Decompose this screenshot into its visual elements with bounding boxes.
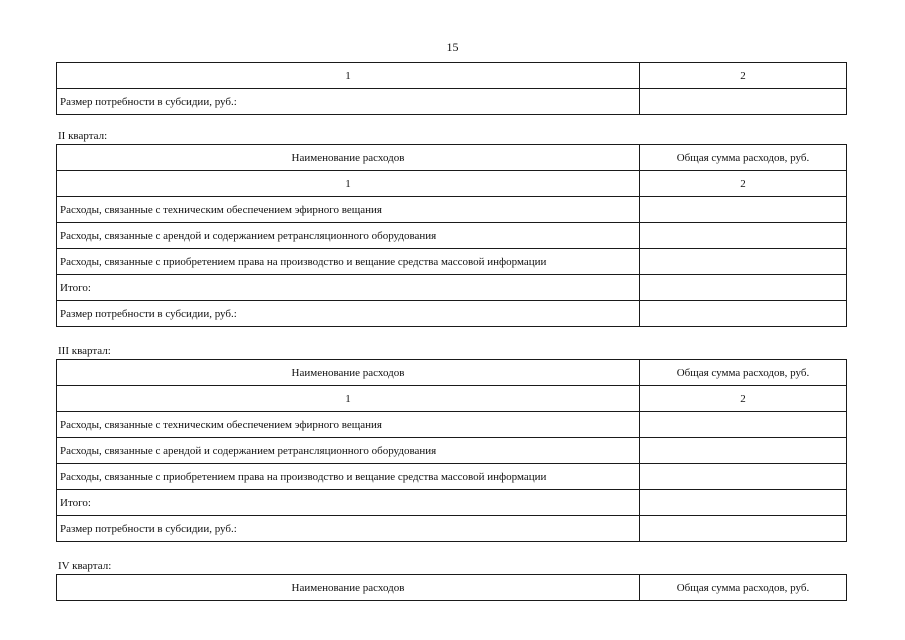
amount-cell bbox=[640, 275, 847, 301]
amount-cell bbox=[640, 464, 847, 490]
quarter-table bbox=[56, 359, 847, 542]
quarter-label: IV квартал: bbox=[58, 560, 112, 572]
row-label-cell: Расходы, связанные с техническим обеспечением эфирного вещания bbox=[57, 197, 640, 223]
amount-cell bbox=[640, 516, 847, 542]
amount-cell bbox=[640, 438, 847, 464]
header-cell: Наименование расходов bbox=[57, 575, 640, 601]
table-row bbox=[57, 516, 847, 542]
header-cell: Общая сумма расходов, руб. bbox=[640, 145, 847, 171]
header-cell: Наименование расходов bbox=[57, 360, 640, 386]
header-cell: Общая сумма расходов, руб. bbox=[640, 360, 847, 386]
top-table bbox=[56, 62, 847, 115]
table-row bbox=[57, 89, 847, 115]
table-row bbox=[57, 438, 847, 464]
amount-cell bbox=[640, 249, 847, 275]
row-label-cell: Размер потребности в субсидии, руб.: bbox=[57, 301, 640, 327]
quarter-label: II квартал: bbox=[58, 130, 108, 142]
column-number-cell: 1 bbox=[57, 63, 640, 89]
table-row bbox=[57, 197, 847, 223]
table-row bbox=[57, 171, 847, 197]
quarter-label: III квартал: bbox=[58, 345, 111, 357]
amount-cell bbox=[640, 197, 847, 223]
table-row bbox=[57, 386, 847, 412]
table-header-row bbox=[57, 145, 847, 171]
amount-cell bbox=[640, 412, 847, 438]
row-label-cell: Расходы, связанные с приобретением права на производство и вещание средства массовой информации bbox=[57, 464, 640, 490]
amount-cell bbox=[640, 223, 847, 249]
quarter-table bbox=[56, 144, 847, 327]
row-label-cell: Расходы, связанные с техническим обеспечением эфирного вещания bbox=[57, 412, 640, 438]
table-header-row bbox=[57, 575, 847, 601]
table-row bbox=[57, 464, 847, 490]
row-label-cell: Размер потребности в субсидии, руб.: bbox=[57, 516, 640, 542]
table-row bbox=[57, 223, 847, 249]
row-label-cell: Расходы, связанные с арендой и содержанием ретрансляционного оборудования bbox=[57, 223, 640, 249]
table-row bbox=[57, 301, 847, 327]
header-cell: Наименование расходов bbox=[57, 145, 640, 171]
table-row bbox=[57, 275, 847, 301]
row-label-cell: Итого: bbox=[57, 275, 640, 301]
quarter-table bbox=[56, 574, 847, 601]
page-number: 15 bbox=[446, 40, 459, 54]
table-row bbox=[57, 63, 847, 89]
row-label-cell: Расходы, связанные с арендой и содержанием ретрансляционного оборудования bbox=[57, 438, 640, 464]
row-label-cell: Итого: bbox=[57, 490, 640, 516]
column-number-cell: 2 bbox=[640, 386, 847, 412]
amount-cell bbox=[640, 490, 847, 516]
table-row bbox=[57, 249, 847, 275]
amount-cell bbox=[640, 89, 847, 115]
column-number-cell: 1 bbox=[57, 171, 640, 197]
table-row bbox=[57, 412, 847, 438]
column-number-cell: 2 bbox=[640, 63, 847, 89]
row-label-cell: Расходы, связанные с приобретением права на производство и вещание средства массовой информации bbox=[57, 249, 640, 275]
table-row bbox=[57, 490, 847, 516]
table-header-row bbox=[57, 360, 847, 386]
header-cell: Общая сумма расходов, руб. bbox=[640, 575, 847, 601]
column-number-cell: 2 bbox=[640, 171, 847, 197]
column-number-cell: 1 bbox=[57, 386, 640, 412]
amount-cell bbox=[640, 301, 847, 327]
row-label-cell: Размер потребности в субсидии, руб.: bbox=[57, 89, 640, 115]
